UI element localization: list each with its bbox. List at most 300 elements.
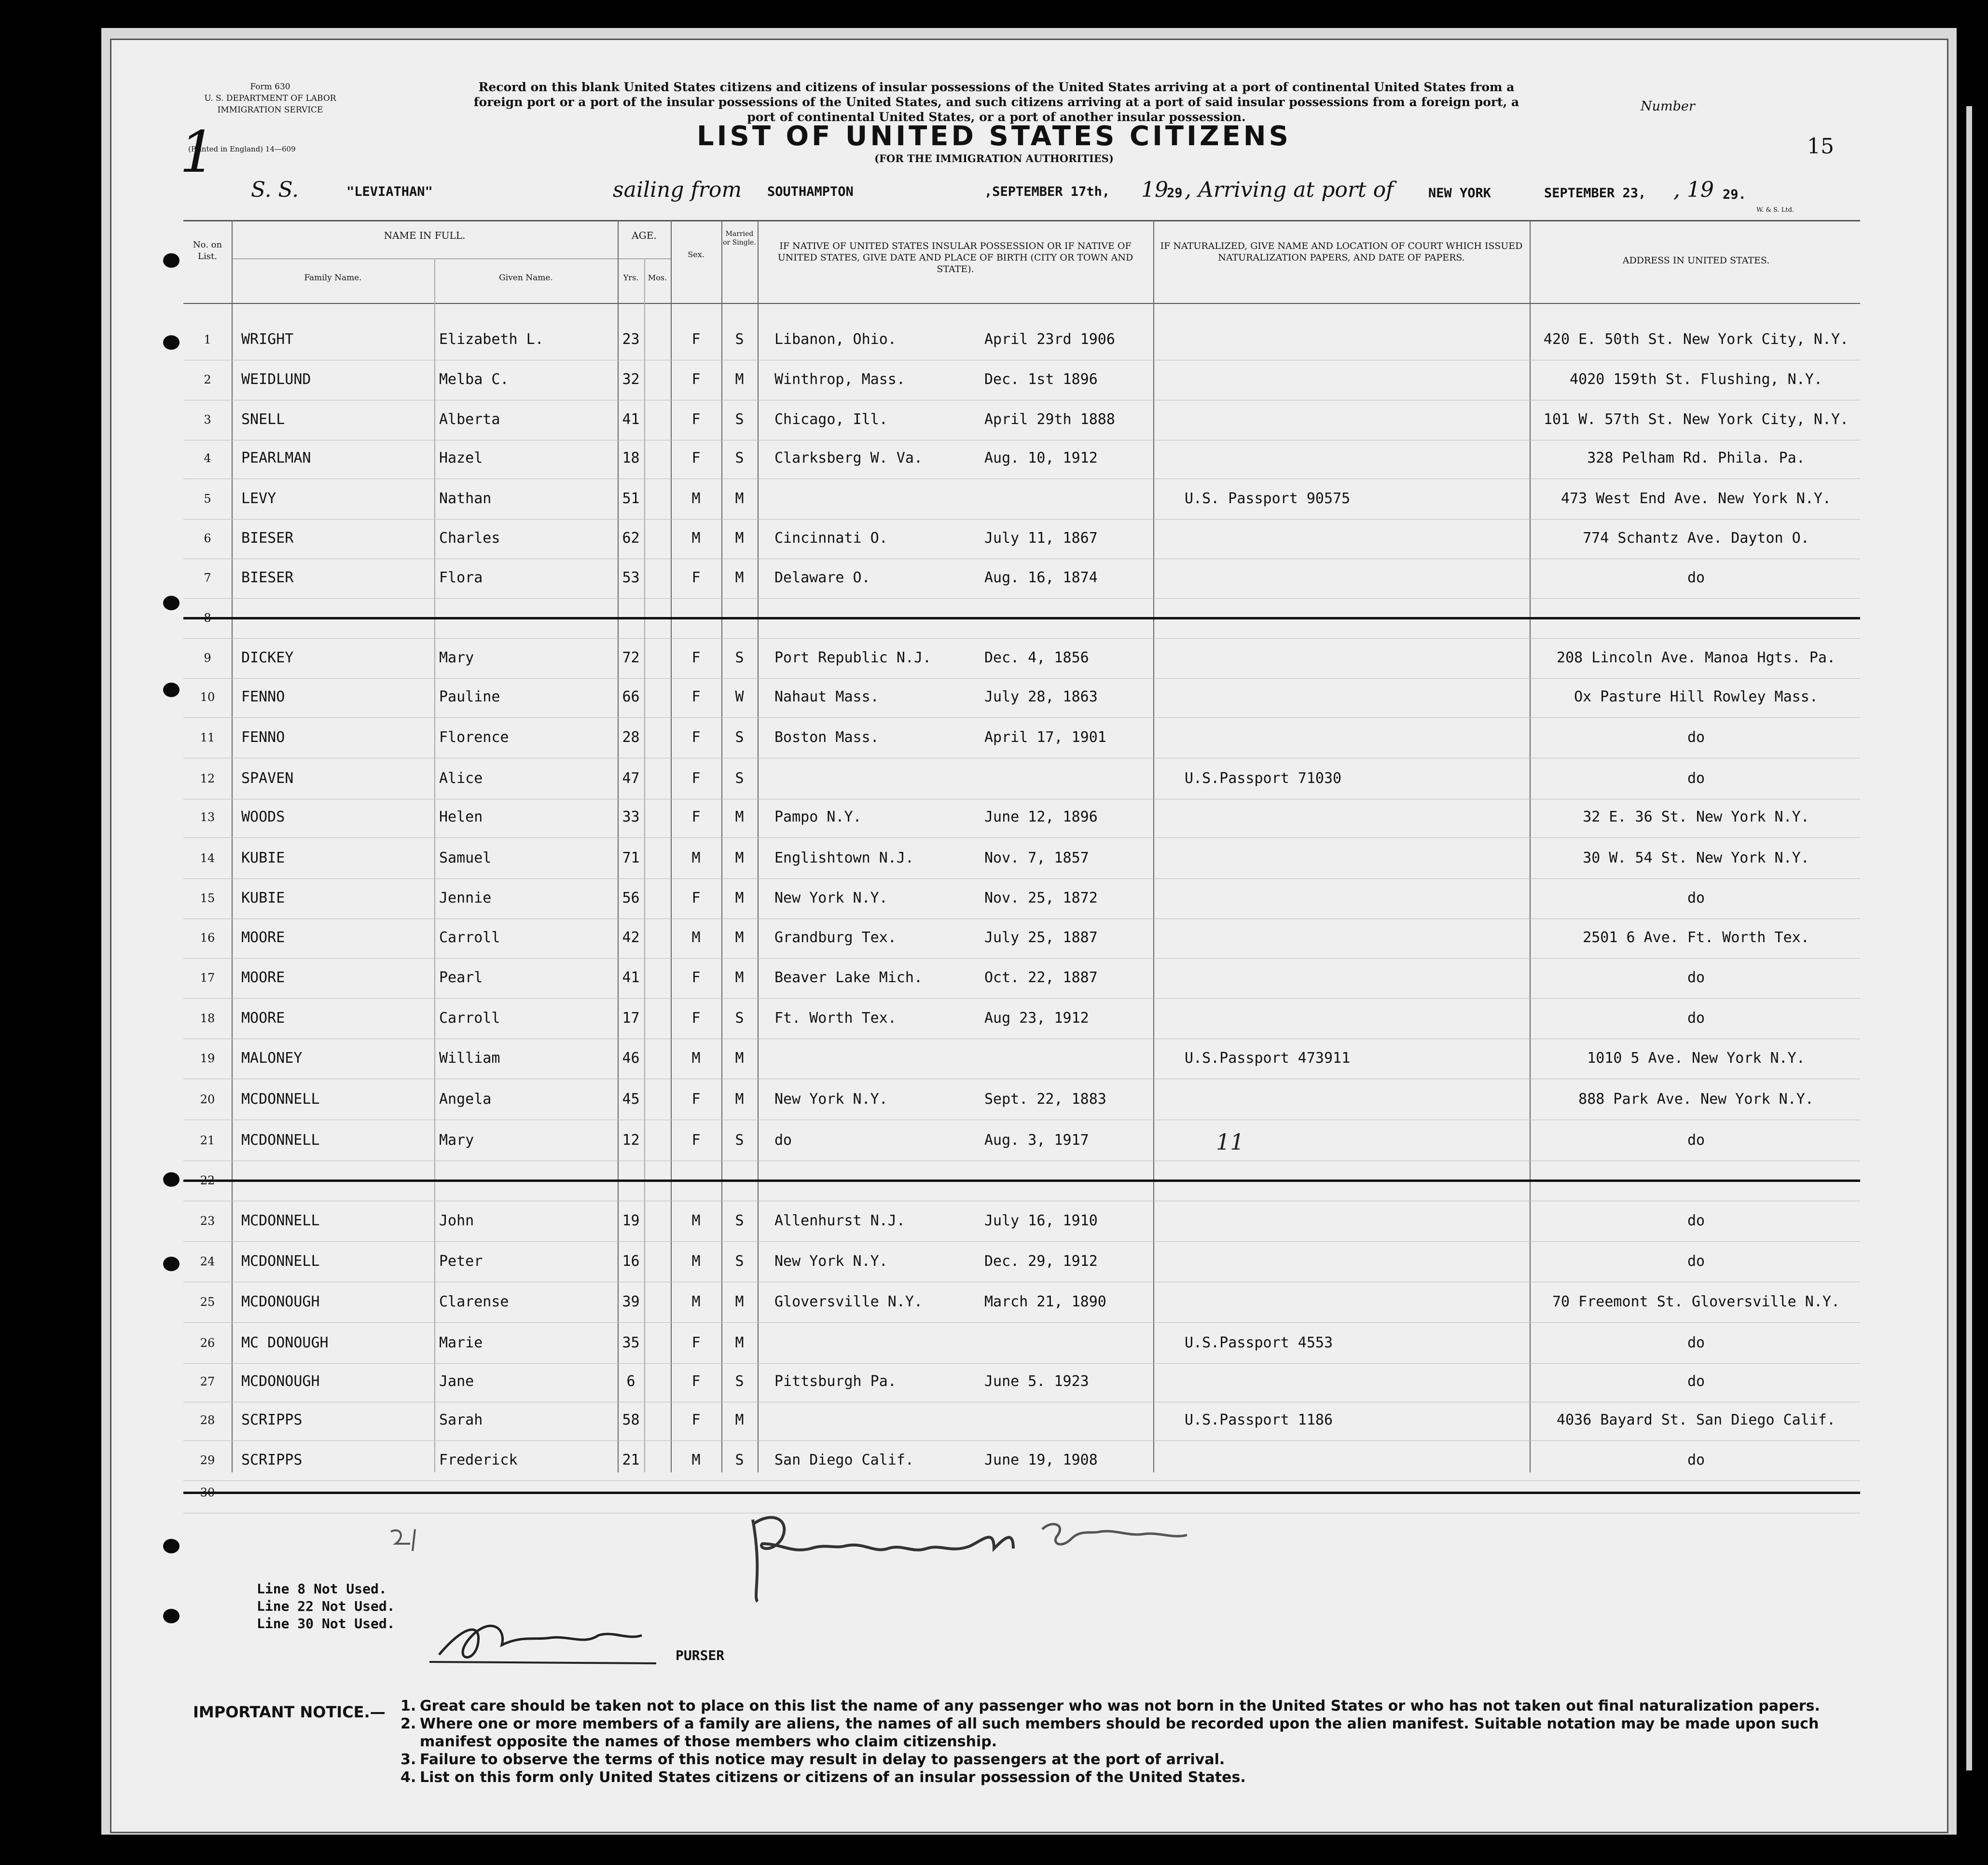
address: do: [1687, 770, 1705, 787]
row-number: 5: [204, 492, 211, 506]
row-number: 2: [204, 373, 211, 386]
age: 66: [622, 688, 640, 705]
row-number: 8: [204, 611, 211, 625]
sex: M: [691, 1212, 701, 1229]
page-number: 15: [1807, 134, 1834, 159]
age: 6: [626, 1373, 635, 1390]
note-line: Line 30 Not Used.: [257, 1616, 395, 1632]
sex: F: [691, 649, 701, 666]
row-number: 13: [200, 810, 215, 824]
age: 28: [622, 729, 640, 746]
age: 21: [622, 1452, 640, 1468]
year-value: 29.: [1723, 187, 1746, 202]
given-name: Carroll: [439, 1010, 500, 1027]
age: 62: [622, 530, 640, 547]
marital-status: M: [735, 969, 744, 986]
family-name: BIESER: [241, 569, 294, 586]
sex: F: [691, 450, 701, 466]
marital-status: M: [735, 1050, 744, 1067]
row-number: 23: [200, 1214, 215, 1228]
given-name: Charles: [439, 530, 500, 547]
address: do: [1687, 1253, 1705, 1270]
age: 35: [622, 1334, 640, 1351]
birth-date: Dec. 1st 1896: [984, 371, 1098, 388]
row-line: [183, 638, 1860, 639]
birth-place: Delaware O.: [774, 569, 870, 586]
row-number: 15: [200, 891, 215, 905]
row-number: 18: [200, 1012, 215, 1025]
address: do: [1687, 569, 1705, 586]
row-number: 1: [204, 333, 211, 346]
address: do: [1687, 1373, 1705, 1390]
birth-date: Aug 23, 1912: [984, 1010, 1089, 1027]
sex: F: [691, 331, 701, 348]
marital-status: S: [735, 450, 744, 466]
address: 208 Lincoln Ave. Manoa Hgts. Pa.: [1557, 649, 1836, 666]
birth-date: Oct. 22, 1887: [984, 969, 1098, 986]
form-number: Form 630: [250, 82, 290, 92]
family-name: MOORE: [241, 969, 285, 986]
family-name: MC DONOUGH: [241, 1334, 329, 1351]
marital-status: M: [735, 1091, 744, 1108]
family-name: FENNO: [241, 729, 285, 746]
birth-date: Nov. 25, 1872: [984, 890, 1098, 906]
sex: M: [691, 850, 701, 866]
page-subtitle: (FOR THE IMMIGRATION AUTHORITIES): [874, 152, 1114, 165]
address: do: [1687, 969, 1705, 986]
row-line: [183, 837, 1860, 838]
binder-hole: [163, 596, 179, 610]
age: 33: [622, 809, 640, 825]
given-name: Helen: [439, 809, 483, 825]
birth-date: Nov. 7, 1857: [984, 850, 1089, 866]
birth-place: Gloversville N.Y.: [774, 1293, 923, 1310]
sex: F: [691, 371, 701, 388]
notice-number: 4.: [400, 1769, 416, 1786]
row-number: 27: [200, 1375, 215, 1388]
col-mos: Mos.: [648, 273, 667, 282]
address: do: [1687, 1334, 1705, 1351]
row-line: [183, 998, 1860, 999]
birth-place: Englishtown N.J.: [774, 850, 914, 866]
address: 2501 6 Ave. Ft. Worth Tex.: [1583, 929, 1809, 946]
sex: M: [691, 1050, 701, 1067]
marital-status: S: [735, 1010, 744, 1027]
col-name-in-full: NAME IN FULL.: [384, 230, 466, 241]
form-info: [176, 81, 364, 116]
address: 420 E. 50th St. New York City, N.Y.: [1543, 331, 1849, 348]
sex: M: [691, 929, 701, 946]
given-name: Elizabeth L.: [439, 331, 544, 348]
age: 17: [622, 1010, 640, 1027]
col-birth: IF NATIVE OF UNITED STATES INSULAR POSSESSION OR IF NATIVE OF UNITED STATES, GIVE DATE AND PLACE OF BIRTH (CITY OR TOWN AND STATE).: [777, 241, 1133, 274]
address: do: [1687, 890, 1705, 906]
port-from: SOUTHAMPTON: [767, 184, 854, 199]
manifest-table: [183, 220, 1860, 1499]
binder-hole: [163, 253, 179, 268]
birth-place: do: [774, 1132, 792, 1149]
row-number: 7: [204, 571, 211, 585]
row-number: 24: [200, 1255, 215, 1268]
birth-place: Allenhurst N.J.: [774, 1212, 905, 1229]
given-name: Florence: [439, 729, 509, 746]
row-number: 28: [200, 1413, 215, 1427]
naturalization: U.S.Passport 473911: [1185, 1050, 1351, 1067]
sex: F: [691, 1132, 701, 1149]
birth-date: Sept. 22, 1883: [984, 1091, 1106, 1108]
address: 4036 Bayard St. San Diego Calif.: [1557, 1412, 1836, 1428]
birth-place: Nahaut Mass.: [774, 688, 879, 705]
notice-number: 1.: [400, 1698, 416, 1714]
age: 58: [622, 1412, 640, 1428]
department: U. S. DEPARTMENT OF LABOR: [204, 94, 336, 103]
birth-place: Chicago, Ill.: [774, 411, 888, 428]
address: 101 W. 57th St. New York City, N.Y.: [1543, 411, 1849, 428]
sex: F: [691, 1373, 701, 1390]
birth-date: June 5. 1923: [984, 1373, 1089, 1390]
ship-name: "LEVIATHAN": [346, 184, 433, 199]
birth-place: Grandburg Tex.: [774, 929, 897, 946]
birth-place: New York N.Y.: [774, 1253, 888, 1270]
given-name: Carroll: [439, 929, 500, 946]
marital-status: M: [735, 371, 744, 388]
sex: M: [691, 530, 701, 547]
birth-place: Pampo N.Y.: [774, 809, 862, 825]
year-value: 29: [1167, 186, 1183, 201]
naturalization: U.S.Passport 1186: [1185, 1412, 1333, 1428]
age: 42: [622, 929, 640, 946]
notice-text: Great care should be taken not to place on this list the name of any passenger who was not born in the United States or who has not taken out final naturalization papers.: [420, 1698, 1820, 1714]
address: do: [1687, 1212, 1705, 1229]
given-name: Pearl: [439, 969, 483, 986]
given-name: Peter: [439, 1253, 483, 1270]
row-line: [183, 958, 1860, 959]
given-name: Mary: [439, 649, 474, 666]
given-name: Pauline: [439, 688, 500, 705]
col-given-name: Given Name.: [499, 273, 553, 283]
birth-date: April 23rd 1906: [984, 331, 1115, 348]
sex: F: [691, 1091, 701, 1108]
birth-place: Boston Mass.: [774, 729, 879, 746]
row-number: 11: [200, 731, 215, 744]
sex: F: [691, 729, 701, 746]
col-naturalized: IF NATURALIZED, GIVE NAME AND LOCATION OF COURT WHICH ISSUED NATURALIZATION PAPERS, AND DATE OF PAPERS.: [1160, 241, 1523, 263]
family-name: MCDONNELL: [241, 1212, 320, 1229]
notice-item: [400, 1769, 1867, 1786]
age: 16: [622, 1253, 640, 1270]
row-line: [183, 1241, 1860, 1242]
col-address: ADDRESS IN UNITED STATES.: [1622, 255, 1770, 266]
given-name: Jennie: [439, 890, 492, 906]
address: do: [1687, 1452, 1705, 1468]
notice-text: Where one or more members of a family are aliens, the names of all such members should be recorded upon the alien manifest. Suitable notation may be made upon such manifest opposite the names of those members who claim citizenship.: [420, 1715, 1819, 1750]
marital-status: S: [735, 1373, 744, 1390]
notice-item: [400, 1751, 1867, 1769]
printer-mark: W. & S. Ltd.: [1756, 206, 1795, 214]
marital-status: M: [735, 809, 744, 825]
marital-status: S: [735, 1132, 744, 1149]
birth-date: Dec. 29, 1912: [984, 1253, 1098, 1270]
given-name: John: [439, 1212, 474, 1229]
row-line: [183, 598, 1860, 599]
address: 70 Freemont St. Gloversville N.Y.: [1552, 1293, 1840, 1310]
birth-date: Aug. 16, 1874: [984, 569, 1098, 586]
row-line: [183, 878, 1860, 879]
family-name: KUBIE: [241, 850, 285, 866]
family-name: WEIDLUND: [241, 371, 311, 388]
row-line: [183, 519, 1860, 520]
row-number: 10: [200, 690, 215, 704]
birth-place: Ft. Worth Tex.: [774, 1010, 897, 1027]
age: 41: [622, 411, 640, 428]
handwritten-margin-mark: [386, 1522, 434, 1561]
number-label: Number: [1641, 99, 1695, 114]
important-notice: [400, 1697, 1867, 1786]
birth-date: July 16, 1910: [984, 1212, 1098, 1229]
row-number: 6: [204, 532, 211, 545]
marital-status: M: [735, 929, 744, 946]
sex: M: [691, 1253, 701, 1270]
naturalization: U.S. Passport 90575: [1185, 490, 1351, 507]
row-number: 14: [200, 851, 215, 865]
marital-status: S: [735, 411, 744, 428]
row-number: 30: [200, 1486, 215, 1499]
birth-date: April 29th 1888: [984, 411, 1115, 428]
row-number: 21: [200, 1134, 215, 1147]
arriving-label: , Arriving at port of: [1185, 178, 1394, 202]
birth-date: Aug. 3, 1917: [984, 1132, 1089, 1149]
birth-place: New York N.Y.: [774, 1091, 888, 1108]
age: 46: [622, 1050, 640, 1067]
marital-status: M: [735, 569, 744, 586]
col-no: No. on List.: [193, 240, 222, 261]
sex: F: [691, 1010, 701, 1027]
age: 32: [622, 371, 640, 388]
note-line: Line 8 Not Used.: [257, 1581, 387, 1597]
sex: F: [691, 569, 701, 586]
address: do: [1687, 1132, 1705, 1149]
given-name: Flora: [439, 569, 483, 586]
given-name: Jane: [439, 1373, 474, 1390]
row-number: 20: [200, 1093, 215, 1106]
birth-date: July 25, 1887: [984, 929, 1098, 946]
family-name: FENNO: [241, 688, 285, 705]
address: do: [1687, 729, 1705, 746]
sailing-label: sailing from: [613, 178, 742, 202]
col-yrs: Yrs.: [623, 273, 639, 282]
given-name: Alberta: [439, 411, 500, 428]
unused-line-rule: [183, 617, 1860, 619]
binder-hole: [163, 1172, 179, 1187]
age: 23: [622, 331, 640, 348]
marital-status: M: [735, 490, 744, 507]
naturalization: U.S.Passport 4553: [1185, 1334, 1333, 1351]
sex: F: [691, 1412, 701, 1428]
family-name: MOORE: [241, 929, 285, 946]
age: 71: [622, 850, 640, 866]
address: 30 W. 54 St. New York N.Y.: [1583, 850, 1809, 866]
birth-place: New York N.Y.: [774, 890, 888, 906]
birth-place: Port Republic N.J.: [774, 649, 932, 666]
address: Ox Pasture Hill Rowley Mass.: [1574, 688, 1818, 705]
given-name: Alice: [439, 770, 483, 787]
age: 45: [622, 1091, 640, 1108]
birth-place: Cincinnati O.: [774, 530, 888, 547]
marital-status: S: [735, 770, 744, 787]
marital-status: W: [735, 688, 744, 705]
marital-status: S: [735, 1452, 744, 1468]
naturalization: U.S.Passport 71030: [1185, 770, 1342, 787]
notice-item: [400, 1697, 1867, 1715]
age: 18: [622, 450, 640, 466]
sex: F: [691, 809, 701, 825]
handwritten-mark: 1: [179, 119, 216, 185]
note-line: Line 22 Not Used.: [257, 1598, 395, 1614]
given-name: Hazel: [439, 450, 483, 466]
birth-date: April 17, 1901: [984, 729, 1106, 746]
given-name: Angela: [439, 1091, 492, 1108]
birth-place: Winthrop, Mass.: [774, 371, 905, 388]
birth-date: June 19, 1908: [984, 1452, 1098, 1468]
age: 41: [622, 969, 640, 986]
notice-text: Failure to observe the terms of this notice may result in delay to passengers at the port of arrival.: [420, 1751, 1225, 1768]
birth-date: July 11, 1867: [984, 530, 1098, 547]
sex: F: [691, 1334, 701, 1351]
age: 47: [622, 770, 640, 787]
col-married-single: Married or Single.: [723, 230, 756, 247]
col-sex: Sex.: [688, 250, 704, 259]
address: 473 West End Ave. New York N.Y.: [1561, 490, 1831, 507]
family-name: WRIGHT: [241, 331, 294, 348]
sex: M: [691, 1452, 701, 1468]
given-name: Clarense: [439, 1293, 509, 1310]
given-name: Samuel: [439, 850, 492, 866]
row-number: 3: [204, 413, 211, 426]
family-name: MOORE: [241, 1010, 285, 1027]
depart-date: ,SEPTEMBER 17th,: [984, 184, 1110, 199]
marital-status: S: [735, 649, 744, 666]
address: 888 Park Ave. New York N.Y.: [1578, 1091, 1814, 1108]
given-name: Sarah: [439, 1412, 483, 1428]
year-label: 19: [1141, 178, 1168, 202]
family-name: SPAVEN: [241, 770, 294, 787]
row-line: [183, 678, 1860, 679]
unused-line-rule: [183, 1179, 1860, 1182]
given-name: Nathan: [439, 490, 492, 507]
binder-hole: [163, 1539, 179, 1553]
row-line: [183, 1322, 1860, 1323]
year-label: , 19: [1673, 178, 1714, 202]
printed-info: (Printed in England) 14—609: [188, 145, 296, 153]
age: 51: [622, 490, 640, 507]
family-name: MCDONNELL: [241, 1091, 320, 1108]
notice-number: 3.: [400, 1751, 416, 1768]
purser-label: PURSER: [676, 1647, 725, 1663]
row-number: 19: [200, 1052, 215, 1065]
birth-place: San Diego Calif.: [774, 1452, 914, 1468]
binder-hole: [163, 335, 179, 350]
birth-place: Pittsburgh Pa.: [774, 1373, 897, 1390]
marital-status: S: [735, 1253, 744, 1270]
family-name: MCDONOUGH: [241, 1293, 320, 1310]
unused-line-rule: [183, 1492, 1860, 1494]
binder-hole: [163, 1257, 179, 1271]
age: 56: [622, 890, 640, 906]
given-name: Melba C.: [439, 371, 509, 388]
given-name: Mary: [439, 1132, 474, 1149]
row-number: 25: [200, 1295, 215, 1309]
marital-status: M: [735, 1293, 744, 1310]
sex: F: [691, 411, 701, 428]
marital-status: M: [735, 1412, 744, 1428]
binder-hole: [163, 683, 179, 697]
marital-status: S: [735, 729, 744, 746]
family-name: KUBIE: [241, 890, 285, 906]
family-name: MCDONNELL: [241, 1132, 320, 1149]
row-number: 22: [200, 1174, 215, 1187]
family-name: MALONEY: [241, 1050, 303, 1067]
row-number: 26: [200, 1336, 215, 1350]
unused-lines-notes: [257, 1580, 395, 1632]
marital-status: M: [735, 850, 744, 866]
family-name: BIESER: [241, 530, 294, 547]
row-number: 17: [200, 971, 215, 985]
sex: F: [691, 770, 701, 787]
arrive-date: SEPTEMBER 23,: [1544, 186, 1646, 201]
age: 19: [622, 1212, 640, 1229]
birth-date: Dec. 4, 1856: [984, 649, 1089, 666]
birth-date: March 21, 1890: [984, 1293, 1106, 1310]
family-name: DICKEY: [241, 649, 294, 666]
sex: F: [691, 688, 701, 705]
given-name: Frederick: [439, 1452, 518, 1468]
col-age: AGE.: [632, 230, 657, 241]
service: IMMIGRATION SERVICE: [217, 105, 323, 115]
age: 39: [622, 1293, 640, 1310]
birth-date: June 12, 1896: [984, 809, 1098, 825]
marital-status: S: [735, 1212, 744, 1229]
record-instructions: Record on this blank United States citizens and citizens of insular possessions of the United States arriving at a port of continental United States from a foreign port or a port of the insular possessions of the United States, and such citizens arriving at a port of said insular possessions from a foreign port, a port of continental United States, or a port of another insular possession.: [473, 80, 1519, 124]
port-to: NEW YORK: [1428, 186, 1491, 201]
family-name: MCDONNELL: [241, 1253, 320, 1270]
col-family-name: Family Name.: [304, 273, 362, 283]
row-number: 4: [204, 452, 211, 465]
address: 32 E. 36 St. New York N.Y.: [1583, 809, 1809, 825]
page-edge: [1966, 106, 1972, 1770]
row-line: [183, 1440, 1860, 1441]
family-name: SCRIPPS: [241, 1452, 303, 1468]
marital-status: M: [735, 530, 744, 547]
row-line: [183, 1363, 1860, 1364]
notice-text: List on this form only United States citizens or citizens of an insular possession of the United States.: [420, 1769, 1246, 1786]
margin-mark: 11: [1216, 1129, 1244, 1155]
marital-status: M: [735, 1334, 744, 1351]
given-name: Marie: [439, 1334, 483, 1351]
family-name: MCDONOUGH: [241, 1373, 320, 1390]
address: 328 Pelham Rd. Phila. Pa.: [1587, 450, 1805, 466]
family-name: SCRIPPS: [241, 1412, 303, 1428]
handwritten-inspector-signature: [743, 1500, 1274, 1606]
birth-place: Clarksberg W. Va.: [774, 450, 923, 466]
page-title: LIST OF UNITED STATES CITIZENS: [697, 121, 1291, 152]
binder-hole: [163, 1609, 179, 1623]
marital-status: S: [735, 331, 744, 348]
sex: M: [691, 490, 701, 507]
family-name: WOODS: [241, 809, 285, 825]
row-number: 12: [200, 772, 215, 785]
row-number: 9: [204, 651, 211, 665]
notice-item: [400, 1715, 1867, 1751]
